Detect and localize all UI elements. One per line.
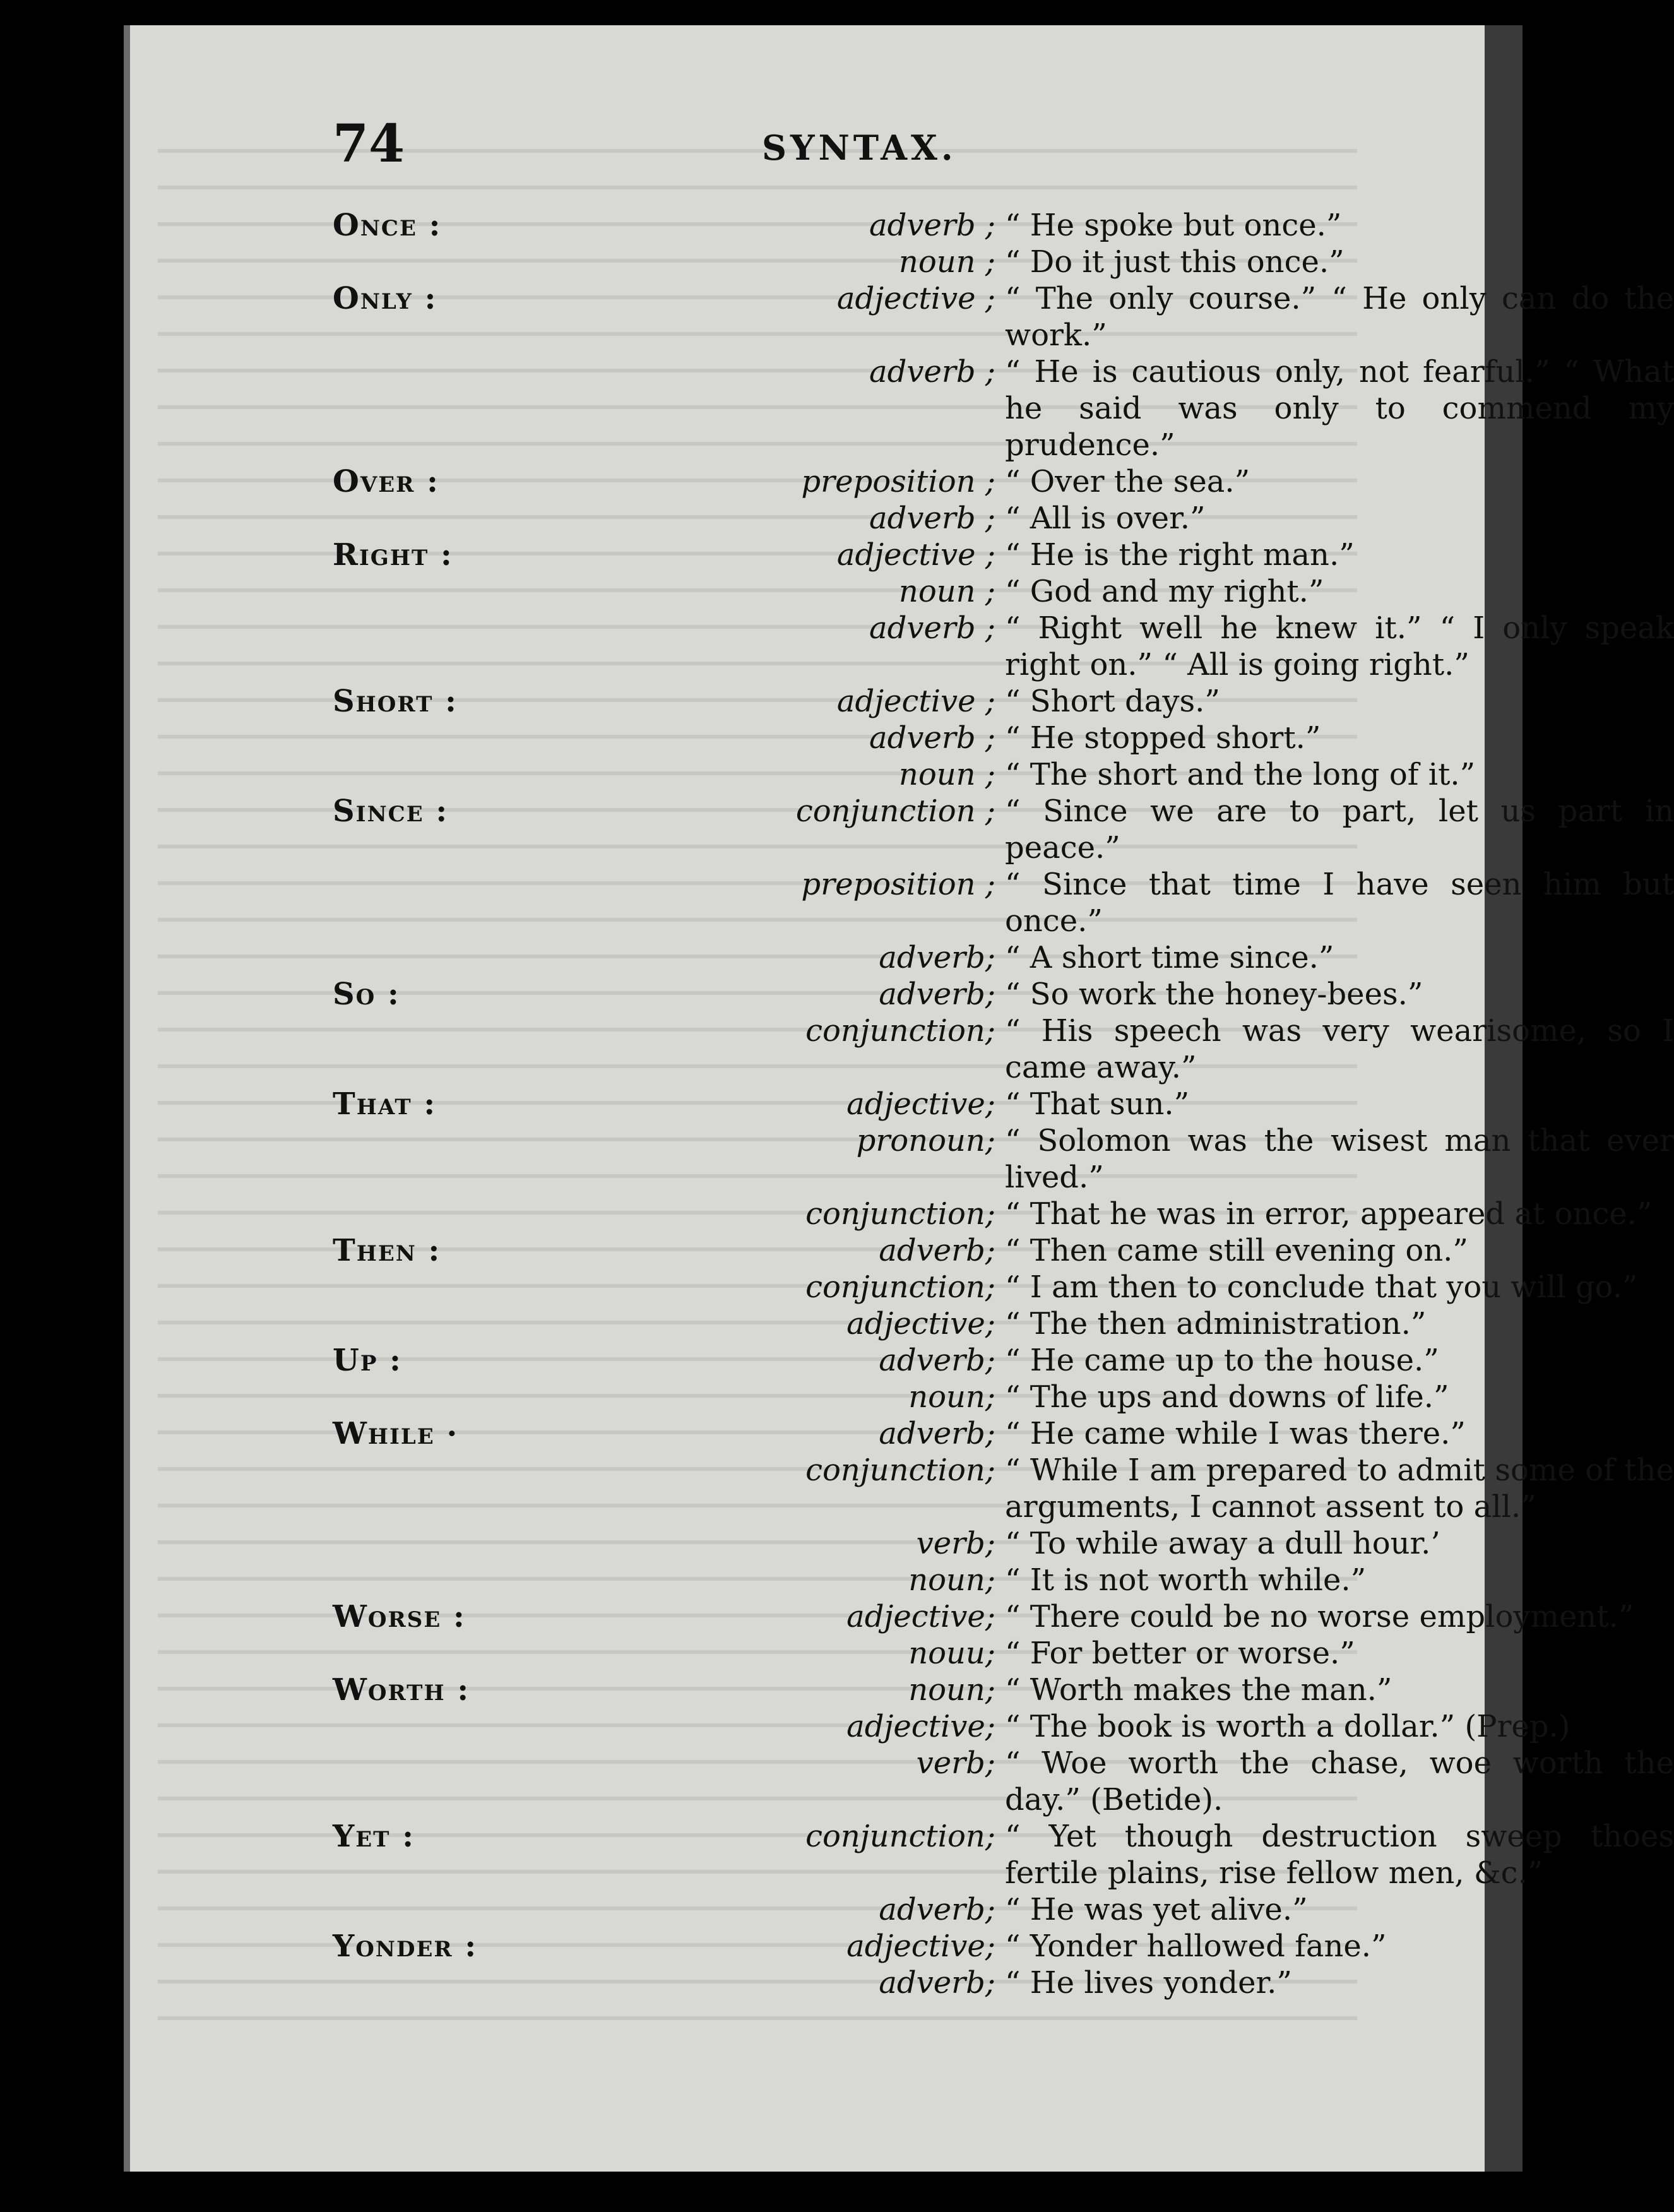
part-of-speech: conjunction ; (795, 794, 995, 829)
entry-row (333, 720, 1343, 756)
headword: Worse : (333, 1599, 466, 1634)
entry-row (333, 1269, 1638, 1305)
part-of-speech: adverb; (879, 1416, 995, 1451)
entry-row (333, 939, 1343, 976)
entry-row (333, 1196, 1653, 1232)
part-of-speech: pronoun; (856, 1123, 995, 1158)
part-of-speech: adverb ; (869, 354, 995, 389)
part-of-speech: adjective; (846, 1086, 995, 1122)
entry-row (333, 976, 1423, 1013)
headword: Only : (333, 281, 437, 316)
part-of-speech: adverb ; (869, 610, 995, 646)
headword: Worth : (333, 1672, 470, 1708)
entry-row (333, 1525, 1440, 1562)
example-sentence: “ For better or worse.” (1005, 1636, 1355, 1671)
example-sentence: “ Woe worth the chase, woe worth the day.” (Betide). (1005, 1745, 1674, 1817)
headword: Up : (333, 1343, 402, 1378)
headword: Yonder : (333, 1929, 478, 1964)
part-of-speech: adverb; (879, 940, 995, 975)
entry-row (333, 1562, 1367, 1598)
headword: While · (333, 1416, 459, 1451)
part-of-speech: adverb; (879, 1965, 995, 2001)
entry-row (333, 500, 1343, 537)
entry-row (333, 1452, 1674, 1525)
headword: Then : (333, 1233, 441, 1268)
entry-row (333, 1305, 1427, 1342)
part-of-speech: adverb; (879, 977, 995, 1012)
part-of-speech: noun; (908, 1379, 995, 1415)
entry-row (333, 1232, 1468, 1269)
entry-row (333, 1342, 1439, 1379)
entry-row (333, 1891, 1343, 1928)
part-of-speech: conjunction; (805, 1270, 995, 1305)
part-of-speech: conjunction; (805, 1013, 995, 1049)
part-of-speech: adverb; (879, 1892, 995, 1927)
entry-row (333, 793, 1674, 866)
example-sentence: “ The only course.” “ He only can do the work.” (1005, 281, 1674, 353)
example-sentence: “ It is not worth while.” (1005, 1562, 1367, 1598)
example-sentence: “ Over the sea.” (1005, 464, 1250, 499)
entry-row (333, 1086, 1343, 1122)
entry-row (333, 756, 1476, 793)
entry-row (333, 1708, 1570, 1745)
entry-row (333, 1635, 1355, 1672)
entry-row (333, 1598, 1634, 1635)
part-of-speech: preposition ; (801, 867, 995, 902)
example-sentence: “ Do it just this once.” (1005, 244, 1345, 280)
headword: So : (333, 977, 400, 1012)
example-sentence: “ To while away a dull hour.’ (1005, 1526, 1440, 1561)
part-of-speech: adjective; (846, 1709, 995, 1744)
headword: Short : (333, 684, 458, 719)
example-sentence: “ While I am prepared to admit some of the arguments, I cannot assent to all.” (1005, 1453, 1674, 1525)
entry-row (333, 463, 1343, 500)
example-sentence: “ His speech was very wearisome, so I came away.” (1005, 1013, 1674, 1085)
entry-row (333, 1965, 1343, 2001)
example-sentence: “ A short time since.” (1005, 940, 1334, 975)
entry-row (333, 244, 1343, 280)
part-of-speech: noun; (908, 1562, 995, 1598)
entry-row (333, 280, 1674, 354)
part-of-speech: noun ; (898, 574, 995, 609)
part-of-speech: adjective; (846, 1929, 995, 1964)
entry-row (333, 1928, 1387, 1965)
example-sentence: “ He came while I was there.” (1005, 1416, 1466, 1451)
example-sentence: “ That sun.” (1005, 1086, 1190, 1122)
example-sentence: “ All is over.” (1005, 501, 1206, 536)
entry-row (333, 1122, 1674, 1196)
part-of-speech: adverb; (879, 1343, 995, 1378)
headword: That : (333, 1086, 437, 1122)
headword: Once : (333, 208, 442, 243)
example-sentence: “ He lives yonder.” (1005, 1965, 1292, 2001)
example-sentence: “ So work the honey-bees.” (1005, 977, 1423, 1012)
example-sentence: “ The then administration.” (1005, 1306, 1427, 1341)
example-sentence: “ The short and the long of it.” (1005, 757, 1476, 792)
example-sentence: “ He came up to the house.” (1005, 1343, 1439, 1378)
entry-row (333, 537, 1355, 573)
entry-list (333, 207, 1674, 2001)
headword: Since : (333, 794, 449, 829)
entry-row (333, 683, 1343, 720)
example-sentence: “ Yet though destruction sweep thoes fertile plains, rise fellow men, &c.” (1005, 1819, 1674, 1891)
entry-row (333, 207, 1343, 244)
example-sentence: “ I am then to conclude that you will go.” (1005, 1270, 1638, 1305)
headword: Yet : (333, 1819, 415, 1854)
part-of-speech: nouu; (908, 1636, 995, 1671)
example-sentence: “ Since we are to part, let us part in peace.” (1005, 794, 1674, 865)
example-sentence: “ God and my right.” (1005, 574, 1324, 609)
example-sentence: “ He is cautious only, not fearful.” “ What he said was only to commend my prudence.” (1005, 354, 1674, 463)
example-sentence: “ The ups and downs of life.” (1005, 1379, 1449, 1415)
example-sentence: “ He spoke but once.” (1005, 208, 1342, 243)
part-of-speech: adjective ; (836, 684, 995, 719)
entry-row (333, 1818, 1674, 1891)
part-of-speech: conjunction; (805, 1819, 995, 1854)
example-sentence: “ Then came still evening on.” (1005, 1233, 1468, 1268)
example-sentence: “ He is the right man.” (1005, 537, 1355, 573)
example-sentence: “ Short days.” (1005, 684, 1220, 719)
part-of-speech: noun ; (898, 244, 995, 280)
example-sentence: “ Worth makes the man.” (1005, 1672, 1392, 1708)
entry-row (333, 1745, 1674, 1818)
entry-row (333, 1672, 1392, 1708)
entry-row (333, 354, 1674, 463)
part-of-speech: adverb; (879, 1233, 995, 1268)
example-sentence: “ Since that time I have seen him but once.” (1005, 867, 1674, 939)
part-of-speech: preposition ; (801, 464, 995, 499)
part-of-speech: adjective; (846, 1306, 995, 1341)
part-of-speech: verb; (916, 1745, 995, 1781)
part-of-speech: adjective; (846, 1599, 995, 1634)
entry-row (333, 573, 1343, 610)
example-sentence: “ He stopped short.” (1005, 720, 1321, 756)
part-of-speech: adjective ; (836, 281, 995, 316)
example-sentence: “ That he was in error, appeared at once.” (1005, 1196, 1653, 1232)
part-of-speech: verb; (916, 1526, 995, 1561)
part-of-speech: adverb ; (869, 501, 995, 536)
part-of-speech: conjunction; (805, 1196, 995, 1232)
example-sentence: “ The book is worth a dollar.” (Prep.) (1005, 1709, 1570, 1744)
entry-row (333, 610, 1674, 683)
headword: Right : (333, 537, 453, 573)
part-of-speech: adverb ; (869, 208, 995, 243)
part-of-speech: adjective ; (836, 537, 995, 573)
example-sentence: “ He was yet alive.” (1005, 1892, 1308, 1927)
entry-row (333, 1379, 1449, 1415)
example-sentence: “ Right well he knew it.” “ I only speak right on.” “ All is going right.” (1005, 610, 1674, 682)
example-sentence: “ Yonder hallowed fane.” (1005, 1929, 1387, 1964)
part-of-speech: conjunction; (805, 1453, 995, 1488)
part-of-speech: noun ; (898, 757, 995, 792)
entry-row (333, 866, 1674, 939)
part-of-speech: adverb ; (869, 720, 995, 756)
part-of-speech: noun; (908, 1672, 995, 1708)
entry-row (333, 1013, 1674, 1086)
page-number: 74 (333, 114, 405, 174)
example-sentence: “ Solomon was the wisest man that ever lived.” (1005, 1123, 1674, 1195)
running-head: SYNTAX. (762, 128, 957, 168)
example-sentence: “ There could be no worse employment.” (1005, 1599, 1634, 1634)
entry-row (333, 1415, 1466, 1452)
page-header (333, 114, 1343, 196)
headword: Over : (333, 464, 439, 499)
